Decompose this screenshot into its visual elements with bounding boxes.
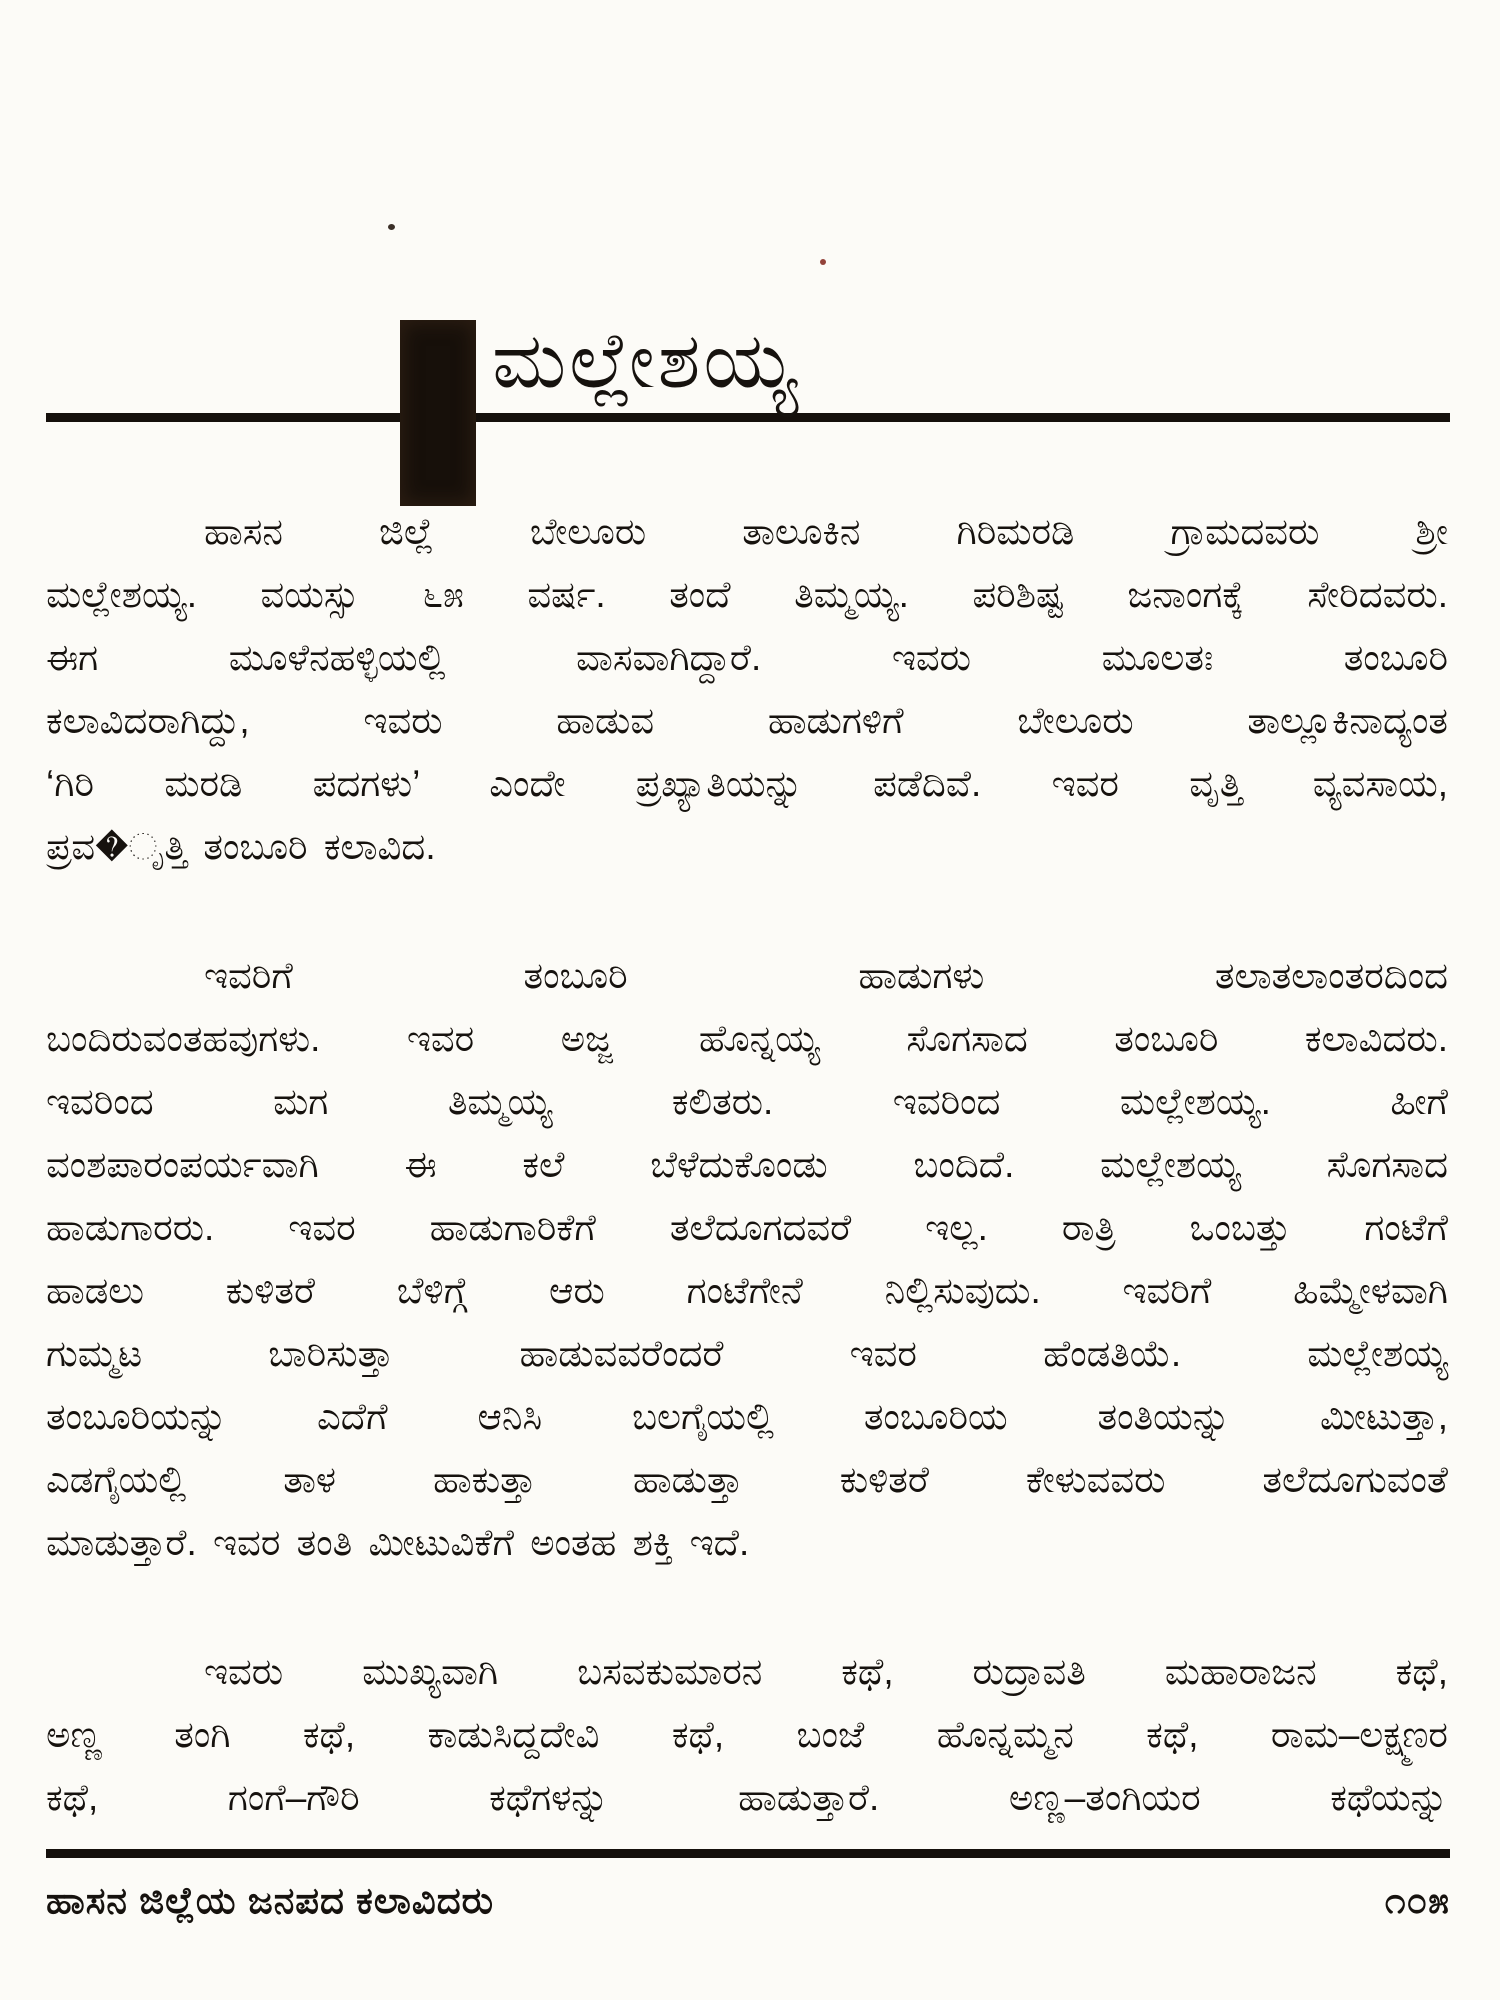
title-ornament-rectangle [400,320,476,506]
page-footer [46,1880,1450,1923]
text-line: ಇವರಿಗೆ ತಂಬೂರಿ ಹಾಡುಗಳು ತಲಾತಲಾಂತರದಿಂದ [204,955,1448,996]
text-line: ವಂಶಪಾರಂಪರ್ಯವಾಗಿ ಈ ಕಲೆ ಬೆಳೆದುಕೊಂಡು ಬಂದಿದೆ. ಮಲ್ಲೇಶಯ್ಯ ಸೊಗಸಾದ [46,1144,1448,1185]
text-line: ಕಥೆ, ಗಂಗೆ–ಗೌರಿ ಕಥೆಗಳನ್ನು ಹಾಡುತ್ತಾರೆ. ಅಣ್ಣ–ತಂಗಿಯರ ಕಥೆಯನ್ನು [46,1777,1448,1818]
text-line: ಬಂದಿರುವಂತಹವುಗಳು. ಇವರ ಅಜ್ಜ ಹೊನ್ನಯ್ಯ ಸೊಗಸಾದ ತಂಬೂರಿ ಕಲಾವಿದರು. [46,1018,1448,1059]
text-line: ಹಾಡಲು ಕುಳಿತರೆ ಬೆಳಿಗ್ಗೆ ಆರು ಗಂಟೆಗೇನೆ ನಿಲ್ಲಿಸುವುದು. ಇವರಿಗೆ ಹಿಮ್ಮೇಳವಾಗಿ [46,1270,1448,1311]
footer-page-number: ೧೦೫ [1384,1880,1450,1921]
footer-rule [46,1849,1450,1858]
text-line: ಪ್ರವ�ೃತ್ತಿ ತಂಬೂರಿ ಕಲಾವಿದ. [46,826,436,867]
paragraph-1 [46,500,1448,878]
article-body [46,500,1448,1829]
text-line: ಅಣ್ಣ ತಂಗಿ ಕಥೆ, ಕಾಡುಸಿದ್ದದೇವಿ ಕಥೆ, ಬಂಜೆ ಹೊನ್ನಮ್ಮನ ಕಥೆ, ರಾಮ–ಲಕ್ಷ್ಮಣರ [46,1714,1448,1755]
text-line: ಈಗ ಮೂಳೆನಹಳ್ಳಿಯಲ್ಲಿ ವಾಸವಾಗಿದ್ದಾರೆ. ಇವರು ಮೂಲತಃ ತಂಬೂರಿ [46,637,1448,678]
text-line: ಎಡಗೈಯಲ್ಲಿ ತಾಳ ಹಾಕುತ್ತಾ ಹಾಡುತ್ತಾ ಕುಳಿತರೆ ಕೇಳುವವರು ತಲೆದೂಗುವಂತೆ [46,1459,1448,1500]
text-line: ಮಾಡುತ್ತಾರೆ. ಇವರ ತಂತಿ ಮೀಟುವಿಕೆಗೆ ಅಂತಹ ಶಕ್ತಿ ಇದೆ. [46,1522,750,1563]
paragraph-2 [46,944,1448,1574]
ink-speck [820,259,826,265]
text-line: ಹಾಸನ ಜಿಲ್ಲೆ ಬೇಲೂರು ತಾಲೂಕಿನ ಗಿರಿಮರಡಿ ಗ್ರಾಮದವರು ಶ್ರೀ [204,511,1448,552]
footer-book-title: ಹಾಸನ ಜಿಲ್ಲೆಯ ಜನಪದ ಕಲಾವಿದರು [46,1880,494,1921]
title-rule [46,413,1450,422]
text-line: ಇವರಿಂದ ಮಗ ತಿಮ್ಮಯ್ಯ ಕಲಿತರು. ಇವರಿಂದ ಮಲ್ಲೇಶಯ್ಯ. ಹೀಗೆ [46,1081,1448,1122]
text-line: ಕಲಾವಿದರಾಗಿದ್ದು, ಇವರು ಹಾಡುವ ಹಾಡುಗಳಿಗೆ ಬೇಲೂರು ತಾಲ್ಲೂಕಿನಾದ್ಯಂತ [46,700,1448,741]
text-line: ಮಲ್ಲೇಶಯ್ಯ. ವಯಸ್ಸು ೬೫ ವರ್ಷ. ತಂದೆ ತಿಮ್ಮಯ್ಯ. ಪರಿಶಿಷ್ಟ ಜನಾಂಗಕ್ಕೆ ಸೇರಿದವರು. [46,574,1448,615]
text-line: ಗುಮ್ಮಟ ಬಾರಿಸುತ್ತಾ ಹಾಡುವವರೆಂದರೆ ಇವರ ಹೆಂಡತಿಯೆ. ಮಲ್ಲೇಶಯ್ಯ [46,1333,1448,1374]
text-line: ಹಾಡುಗಾರರು. ಇವರ ಹಾಡುಗಾರಿಕೆಗೆ ತಲೆದೂಗದವರೆ ಇಲ್ಲ. ರಾತ್ರಿ ಒಂಬತ್ತು ಗಂಟೆಗೆ [46,1207,1448,1248]
text-line: ತಂಬೂರಿಯನ್ನು ಎದೆಗೆ ಆನಿಸಿ ಬಲಗೈಯಲ್ಲಿ ತಂಬೂರಿಯ ತಂತಿಯನ್ನು ಮೀಟುತ್ತಾ, [46,1396,1448,1437]
ink-speck [388,224,395,230]
page-title: ಮಲ್ಲೇಶಯ್ಯ [492,316,801,404]
text-line: ಇವರು ಮುಖ್ಯವಾಗಿ ಬಸವಕುಮಾರನ ಕಥೆ, ರುದ್ರಾವತಿ ಮಹಾರಾಜನ ಕಥೆ, [204,1651,1448,1692]
paragraph-3 [46,1640,1448,1829]
text-line: ‘ಗಿರಿ ಮರಡಿ ಪದಗಳು’ ಎಂದೇ ಪ್ರಖ್ಯಾತಿಯನ್ನು ಪಡೆದಿವೆ. ಇವರ ವೃತ್ತಿ ವ್ಯವಸಾಯ, [46,763,1448,804]
